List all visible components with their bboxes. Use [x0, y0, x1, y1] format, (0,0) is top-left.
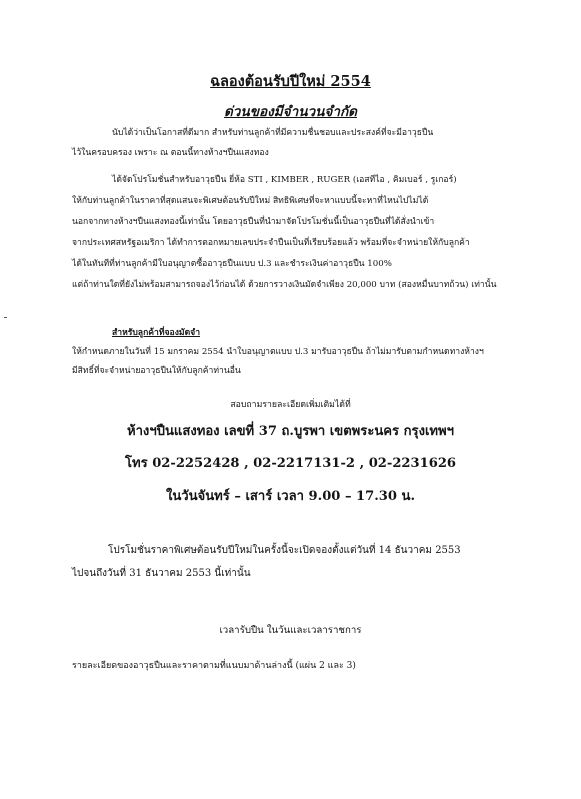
promo-period-line: โปรโมชั่นราคาพิเศษต้อนรับปีใหม่ในครั้งนี้จะเปิดจองตั้งแต่วันที่ 14 ธันวาคม 2553: [108, 545, 461, 556]
document-subtitle: ด่วนของมีจำนวนจำกัด: [224, 104, 357, 120]
promo-detail-line: นอกจากทางห้างฯปืนแสงทองนี้เท่านั้น โดยอาวุธปืนที่นำมาจัดโปรโมชั่นนี้เป็นอาวุธปืนที่ได้สั่งนำเข้า: [72, 217, 435, 227]
promo-detail-line: ให้กับท่านลูกค้าในราคาที่สุดแสนจะพิเศษต้อนรับปีใหม่ สิทธิพิเศษที่จะหาแบบนี้จะหาที่ไหนไปไม่ได้: [72, 196, 429, 206]
contact-intro: สอบถามรายละเอียดเพิ่มเติมได้ที่: [230, 400, 351, 410]
document-title: ฉลองต้อนรับปีใหม่ 2554: [210, 73, 371, 90]
reservation-line: มีสิทธิ์ที่จะจำหน่ายอาวุธปืนให้กับลูกค้าท่านอื่น: [72, 366, 241, 376]
promo-detail-line: จากประเทศสหรัฐอเมริกา ได้ทำการตอกหมายเลขประจำปืนเป็นที่เรียบร้อยแล้ว พร้อมที่จะจำหน่ายให้กับลูกค้า: [72, 238, 470, 248]
promo-detail-line: ได้ในทันทีที่ท่านลูกค้ามีใบอนุญาตซื้ออาวุธปืนแบบ ป.3 และชำระเงินค่าอาวุธปืน 100%: [72, 259, 392, 269]
intro-line: นับได้ว่าเป็นโอกาสที่ดีมาก สำหรับท่านลูกค้าที่มีความชื่นชอบและประสงค์ที่จะมีอาวุธปืน: [112, 128, 434, 138]
store-address: ห้างฯปืนแสงทอง เลขที่ 37 ถ.บูรพา เขตพระนคร กรุงเทพฯ: [126, 424, 455, 439]
reservation-heading: สำหรับลูกค้าที่จองมัดจำ: [112, 328, 201, 338]
store-phone: โทร 02-2252428 , 02-2217131-2 , 02-2231626: [124, 456, 457, 471]
pickup-time: เวลารับปืน ในวันและเวลาราชการ: [219, 625, 362, 636]
promo-detail-line: ได้จัดโปรโมชั่นสำหรับอาวุธปืน ยี่ห้อ STI , KIMBER , RUGER (เอสทีไอ , คิมเบอร์ , รูเกอร์): [112, 175, 457, 185]
promo-detail-line: แต่ถ้าท่านใดที่ยังไม่พร้อมสามารถจองไว้ก่อนได้ ด้วยการวางเงินมัดจำเพียง 20,000 บาท (สองหมื่นบาทถ้วน) เท่านั้น: [72, 280, 497, 290]
store-hours: ในวันจันทร์ – เสาร์ เวลา 9.00 – 17.30 น.: [165, 489, 416, 504]
scan-mark: [4, 317, 7, 318]
promo-period-line: ไปจนถึงวันที่ 31 ธันวาคม 2553 นี้เท่านั้น: [72, 568, 251, 579]
footer-note: รายละเอียดของอาวุธปืนและราคาตามที่แนบมาด้านล่างนี้ (แผ่น 2 และ 3): [72, 661, 356, 671]
reservation-line: ให้กำหนดภายในวันที่ 15 มกราคม 2554 นำใบอนุญาตแบบ ป.3 มารับอาวุธปืน ถ้าไม่มารับตามกำหนดทางห้างฯ: [72, 347, 484, 357]
intro-line: ไว้ในครอบครอง เพราะ ณ ตอนนี้ทางห้างฯปืนแสงทอง: [72, 148, 269, 158]
